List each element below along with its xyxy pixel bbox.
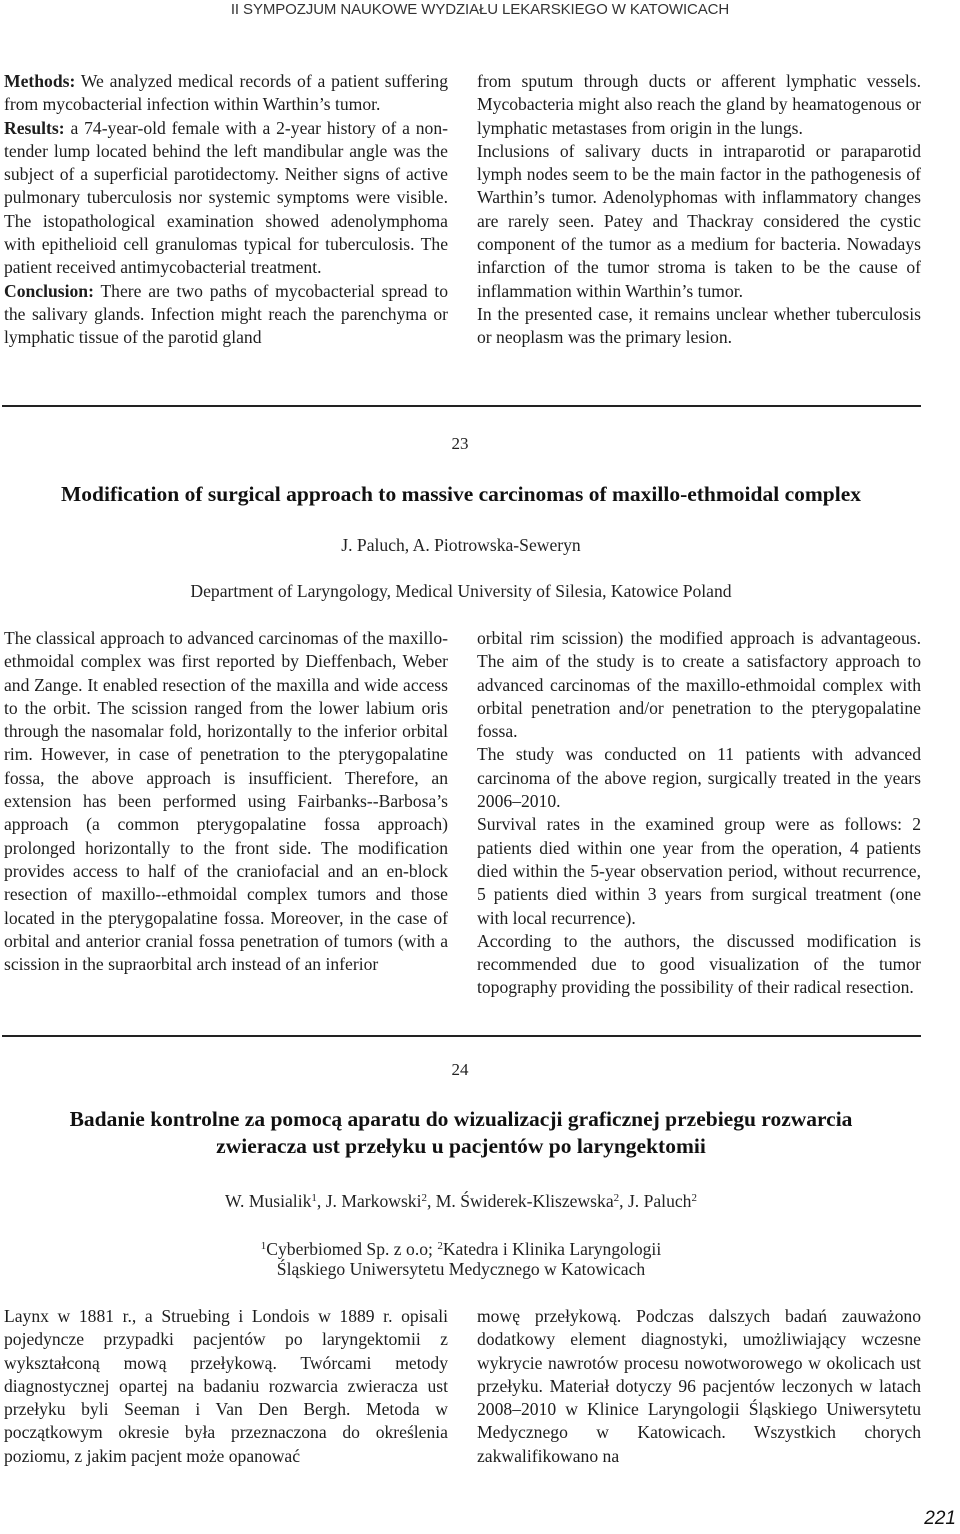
conclusion-paragraph: [4, 280, 448, 350]
abstract-24-left-paragraph: Laynx w 1881 r., a Struebing i Londois w 1889 r. opisali pojedyncze przypadki pacjentów po laryngektomii z wykształconą mową przełykową. Twórcami metody diagnostycznej opartej na badaniu rozwarcia zwieracza ust przełyku byli Seeman i Van Den Bergh. Metoda w początkowym okresie była przeznaczona do określenia poziomu, z jakim pacjent może opanować: [4, 1306, 448, 1466]
affiliation-marker: 1: [311, 1192, 317, 1204]
author-name: , J. Markowski: [316, 1191, 422, 1211]
affiliation-marker: 2: [691, 1192, 697, 1204]
methods-text: We analyzed medical records of a patient suffering from mycobacterial infection within Warthin’s tumor.: [4, 71, 448, 115]
methods-label: Methods:: [4, 71, 76, 91]
author-name: , J. Paluch: [619, 1191, 692, 1211]
abstract-number: 23: [451, 434, 469, 453]
affiliation-marker: 2: [437, 1240, 443, 1252]
page-number: 221: [924, 1508, 956, 1529]
abstract-22-right-paragraph-3: In the presented case, it remains unclear whether tuberculosis or neoplasm was the primary lesion.: [477, 303, 921, 348]
section-divider: [2, 405, 921, 407]
abstract-24-left-column: [4, 1305, 448, 1468]
abstract-22-right-paragraph-2: Inclusions of salivary ducts in intraparotid or paraparotid lymph nodes seem to be the main factor in the pathogenesis of Warthin’s tumor. Adenolyphomas with inflammatory changes are rarely seen. Patey and Thackray considered the cystic component of the tumor as a medium for bacteria. Nowadays infarction of the tumor stroma is taken to be the cause of inflammation within Warthin’s tumor.: [477, 140, 921, 301]
abstract-23-right-paragraph-4: According to the authors, the discussed modification is recommended due to good visualization of the tumor topography providing the possibility of their radical resection.: [477, 930, 921, 998]
abstract-authors: [0, 1187, 922, 1213]
results-text: a 74-year-old female with a 2-year history of a non-tender lump located behind the left mandibular angle was the subject of a superficial parotidectomy. Neither signs of active pulmonary tuberculosis nor systemic symptoms were visible. The istopathological examination showed adenolymphoma with epithelioid cell granulomas typical for tuberculosis. The patient received antimycobacterial treatment.: [4, 117, 448, 278]
section-divider: [2, 1035, 921, 1037]
conclusion-text: There are two paths of mycobacterial spread to the salivary glands. Infection might reach the parenchyma or lymphatic tissue of the parotid gland: [4, 280, 448, 348]
affiliation-marker: 2: [613, 1192, 620, 1204]
affiliation-text: Cyberbiomed Sp. z o.o;: [266, 1239, 438, 1259]
abstract-22-left-column: [4, 70, 448, 350]
abstract-title-line: zwieracza ust przełyku u pacjentów po laryngektomii: [216, 1134, 706, 1158]
abstract-authors: J. Paluch, A. Piotrowska-Seweryn: [341, 535, 581, 555]
abstract-title-line: Badanie kontrolne za pomocą aparatu do wizualizacji graficznej przebiegu rozwarcia: [69, 1107, 853, 1131]
affiliation-text: Katedra i Klinika Laryngologii: [442, 1239, 662, 1259]
abstract-affiliation: Department of Laryngology, Medical University of Silesia, Katowice Poland: [190, 581, 732, 601]
abstract-23-right-paragraph-3: Survival rates in the examined group were as follows: 2 patients died within one year from the operation, 4 patients died within the 5-year observation period, without recurrence, 5 patients died within 3 years from surgical treatment (one with local recurrence).: [477, 814, 921, 928]
affiliation-marker: 2: [421, 1192, 427, 1204]
results-paragraph: [4, 117, 448, 280]
abstract-24-right-column: [477, 1305, 921, 1468]
abstract-23-right-paragraph-1: orbital rim scission) the modified approach is advantageous. The aim of the study is to create a satisfactory approach to advanced carcinomas of the maxillo-ethmoidal complex with orbital penetration and/or penetration to the pterygopalatine fossa.: [477, 628, 921, 742]
abstract-title: Modification of surgical approach to massive carcinomas of maxillo-ethmoidal complex: [60, 482, 861, 506]
author-name: , M. Świderek-Kliszewska: [426, 1191, 614, 1211]
abstract-number: 24: [451, 1060, 469, 1079]
abstract-23-right-column: [477, 627, 921, 1000]
abstract-23-left-column: [4, 627, 448, 976]
running-header: II SYMPOZJUM NAUKOWE WYDZIAŁU LEKARSKIEGO W KATOWICACH: [230, 1, 730, 18]
abstract-22-right-column: [477, 70, 921, 350]
results-label: Results:: [4, 117, 65, 138]
conclusion-label: Conclusion:: [4, 280, 94, 301]
abstract-affiliation: Śląskiego Uniwersytetu Medycznego w Katowicach: [276, 1259, 646, 1279]
abstract-23-left-paragraph: The classical approach to advanced carcinomas of the maxillo-ethmoidal complex was first reported by Dieffenbach, Weber and Zange. It enabled resection of the maxilla and wide access to the orbit. The scission ranged from the lower labium oris through the nasomalar fold, horizontally to the inferior orbital rim. However, in case of penetration to the pterygopalatine fossa, the above approach is insufficient. Therefore, an extension has been performed using Fairbanks--Barbosa’s approach (a common pterygopalatine fossa approach) prolonged horizontally to the front side. The modification provides access to half of the craniofacial and an en-block resection of maxillo--ethmoidal complex tumors and those located in the pterygopalatine fossa. Moreover, in the case of orbital and anterior cranial fossa penetration of tumors (with a scission in the supraorbital arch instead of an inferior: [4, 628, 448, 975]
abstract-title: [0, 1106, 922, 1160]
abstract-22-right-paragraph-1: from sputum through ducts or afferent lymphatic vessels. Mycobacteria might also reach the gland by heamatogenous or lymphatic metastases from origin in the lungs.: [477, 71, 921, 138]
affiliation-marker: 1: [260, 1240, 267, 1252]
author-name: W. Musialik: [225, 1191, 312, 1211]
abstract-24-right-paragraph: mowę przełykową. Podczas dalszych badań zauważono dodatkowy element diagnostyki, umożliwiający wczesne wykrycie nawrotów procesu nowotworowego w okolicach ust przełyku. Materiał dotyczy 96 pacjentów leczonych w latach 2008–2010 w Klinice Laryngologii Śląskiego Uniwersytetu Medycznego w Katowicach. Wszystkich chorych zakwalifikowano na: [477, 1306, 921, 1466]
methods-paragraph: [4, 70, 448, 117]
abstract-23-right-paragraph-2: The study was conducted on 11 patients with advanced carcinoma of the above region, surgically treated in the years 2006–2010.: [477, 744, 921, 812]
